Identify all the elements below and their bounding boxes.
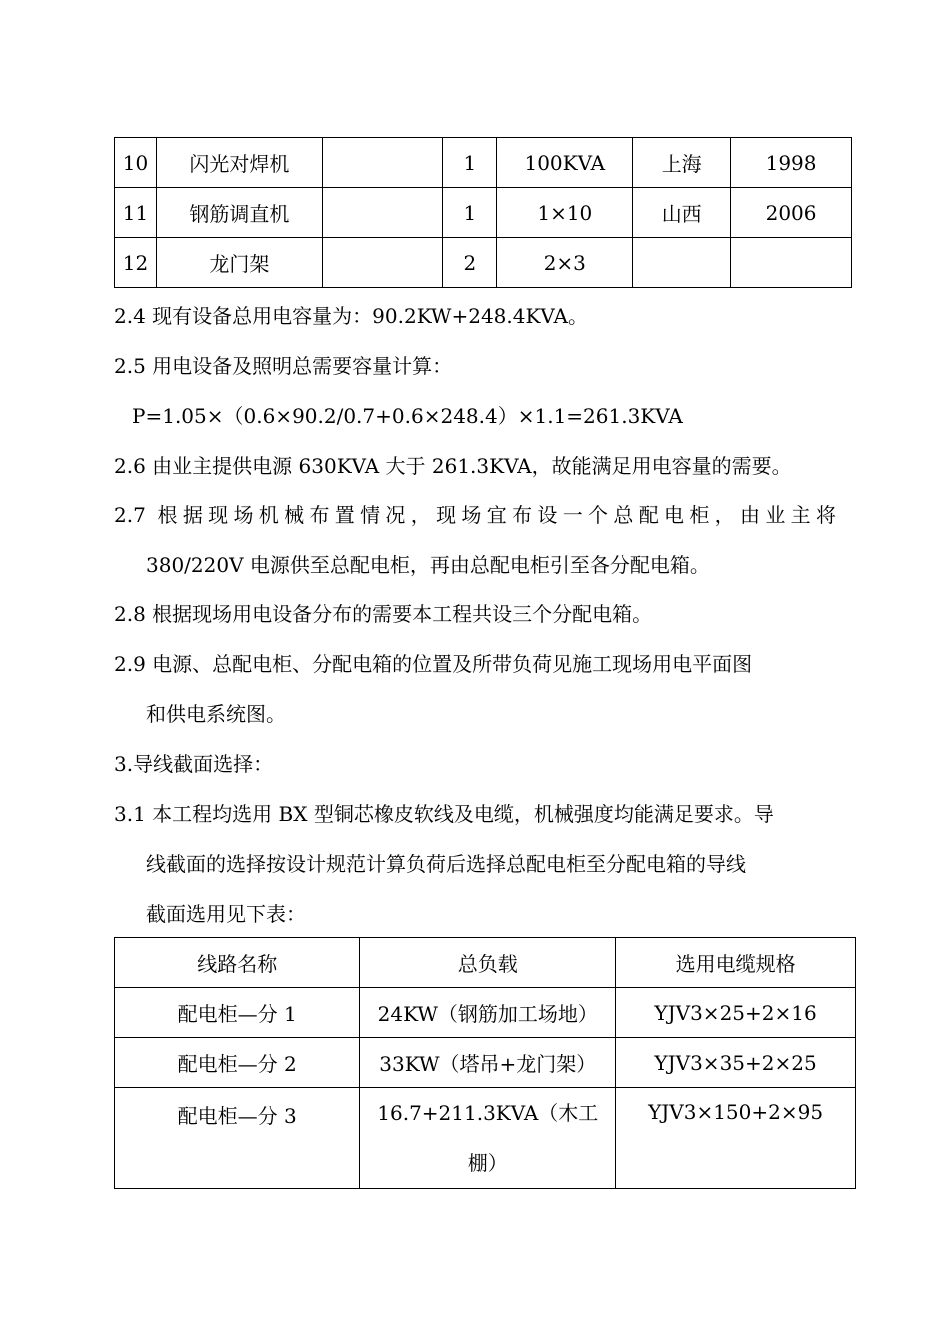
paragraph-2-5: 2.5 用电设备及照明总需要容量计算： xyxy=(114,354,453,378)
equip-model xyxy=(322,188,443,238)
equip-name: 龙门架 xyxy=(156,238,322,288)
paragraph-2-8: 2.8 根据现场用电设备分布的需要本工程共设三个分配电箱。 xyxy=(114,602,653,626)
cable-spec: YJV3×35+2×25 xyxy=(616,1038,856,1088)
paragraph-2-4: 2.4 现有设备总用电容量为：90.2KW+248.4KVA。 xyxy=(114,304,588,328)
equip-origin: 山西 xyxy=(633,188,731,238)
header-cable-spec: 选用电缆规格 xyxy=(616,938,856,988)
paragraph-2-9-line-1: 2.9 电源、总配电柜、分配电箱的位置及所带负荷见施工现场用电平面图 xyxy=(114,652,753,676)
cable-spec: YJV3×25+2×16 xyxy=(616,988,856,1038)
equip-model xyxy=(322,238,443,288)
equip-qty: 1 xyxy=(443,138,497,188)
equip-qty: 1 xyxy=(443,188,497,238)
cable-total-load: 33KW（塔吊+龙门架） xyxy=(360,1038,616,1088)
capacity-formula: P=1.05×（0.6×90.2/0.7+0.6×248.4）×1.1=261.3KVA xyxy=(132,404,683,428)
table-row xyxy=(115,988,856,1038)
equipment-table xyxy=(114,137,852,288)
cable-line-name: 配电柜—分 1 xyxy=(115,988,360,1038)
equip-no: 11 xyxy=(115,188,157,238)
cable-spec: YJV3×150+2×95 xyxy=(616,1088,856,1189)
table-row xyxy=(115,238,852,288)
equip-name: 闪光对焊机 xyxy=(156,138,322,188)
paragraph-2-6: 2.6 由业主提供电源 630KVA 大于 261.3KVA，故能满足用电容量的需要。 xyxy=(114,454,792,478)
cable-line-name: 配电柜—分 2 xyxy=(115,1038,360,1088)
equip-name: 钢筋调直机 xyxy=(156,188,322,238)
table-row xyxy=(115,1038,856,1088)
cable-total-load xyxy=(360,1088,616,1189)
paragraph-2-9-line-2: 和供电系统图。 xyxy=(146,702,286,726)
equip-year: 2006 xyxy=(731,188,852,238)
paragraph-3-1-line-1: 3.1 本工程均选用 BX 型铜芯橡皮软线及电缆，机械强度均能满足要求。导 xyxy=(114,802,774,826)
paragraph-2-7-line-2: 380/220V 电源供至总配电柜，再由总配电柜引至各分配电箱。 xyxy=(146,553,710,577)
cable-line-name: 配电柜—分 3 xyxy=(115,1088,360,1189)
cable-total-load: 24KW（钢筋加工场地） xyxy=(360,988,616,1038)
cable-total-load-line-1: 16.7+211.3KVA（木工 xyxy=(377,1101,599,1125)
equip-model xyxy=(322,138,443,188)
table-row xyxy=(115,1088,856,1189)
equip-origin: 上海 xyxy=(633,138,731,188)
table-header-row xyxy=(115,938,856,988)
equip-qty: 2 xyxy=(443,238,497,288)
equip-year: 1998 xyxy=(731,138,852,188)
cable-total-load-line-2: 棚） xyxy=(467,1151,508,1175)
equip-origin xyxy=(633,238,731,288)
table-row xyxy=(115,188,852,238)
table-row xyxy=(115,138,852,188)
cable-selection-table xyxy=(114,937,856,1189)
paragraph-3-1-line-3: 截面选用见下表： xyxy=(146,902,306,926)
paragraph-3-1-line-2: 线截面的选择按设计规范计算负荷后选择总配电柜至分配电箱的导线 xyxy=(146,852,746,876)
equip-no: 10 xyxy=(115,138,157,188)
equip-no: 12 xyxy=(115,238,157,288)
equip-year xyxy=(731,238,852,288)
header-line-name: 线路名称 xyxy=(115,938,360,988)
equip-capacity: 100KVA xyxy=(497,138,633,188)
section-3-heading: 3.导线截面选择： xyxy=(114,752,274,776)
paragraph-2-7-line-1: 2.7 根据现场机械布置情况，现场宜布设一个总配电柜，由业主将 xyxy=(114,503,836,527)
equip-capacity: 2×3 xyxy=(497,238,633,288)
equip-capacity: 1×10 xyxy=(497,188,633,238)
header-total-load: 总负载 xyxy=(360,938,616,988)
